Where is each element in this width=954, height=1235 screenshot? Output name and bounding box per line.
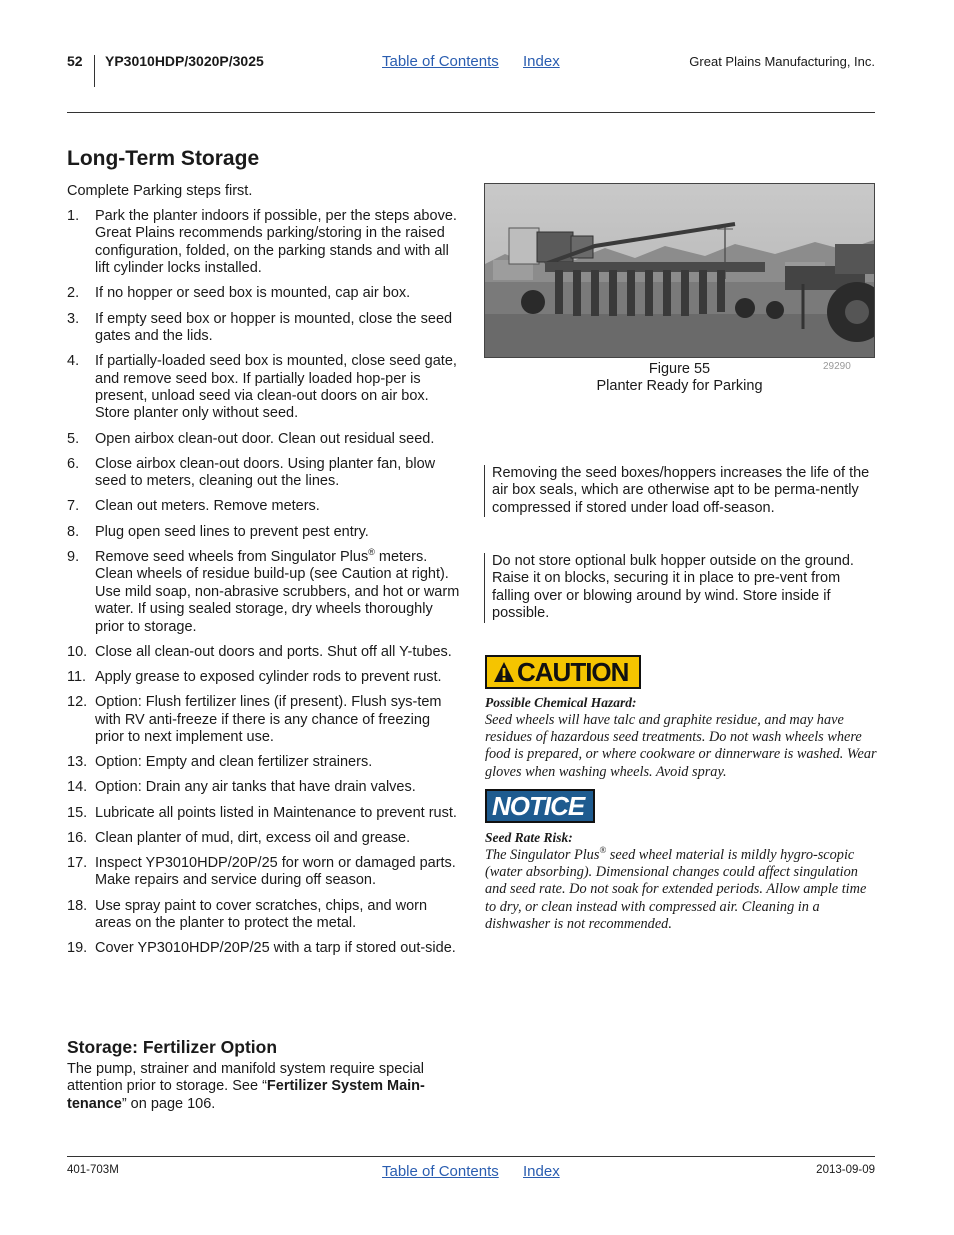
step-text: Apply grease to exposed cylinder rods to prevent rust. bbox=[95, 668, 442, 685]
index-link-header[interactable]: Index bbox=[523, 53, 560, 70]
step-text: Clean planter of mud, dirt, excess oil and grease. bbox=[95, 829, 411, 846]
intro-text: Complete Parking steps first. bbox=[67, 183, 253, 199]
step-item bbox=[67, 898, 462, 933]
step-number: 8. bbox=[67, 523, 80, 540]
step-item bbox=[67, 498, 462, 515]
step-number: 16. bbox=[67, 829, 88, 846]
step-text: Option: Drain any air tanks that have drain valves. bbox=[95, 779, 416, 796]
sidebar-note-seed-boxes: Removing the seed boxes/hoppers increases the life of the air box seals, which are otherwise apt to be perma-nently compressed if stored under load off-season. bbox=[484, 465, 882, 517]
step-item bbox=[67, 644, 462, 661]
step-text: Cover YP3010HDP/20P/25 with a tarp if stored out-side. bbox=[95, 940, 456, 957]
notice-title: Seed Rate Risk: bbox=[485, 830, 573, 845]
index-link-footer[interactable]: Index bbox=[523, 1163, 560, 1180]
header-divider bbox=[94, 55, 95, 87]
notice-body: The Singulator Plus® seed wheel material is mildly hygro-scopic (water absorbing). Dimensional changes could affect singulation and seed rate. Do not soak for extended periods. Allow ample time to dry, or clean instead with compressed air. Cleaning in a dishwasher is not recommended. bbox=[485, 845, 867, 932]
step-number: 6. bbox=[67, 455, 80, 472]
toc-link-footer[interactable]: Table of Contents bbox=[382, 1163, 499, 1180]
step-number: 17. bbox=[67, 854, 88, 871]
step-number: 18. bbox=[67, 897, 88, 914]
figure-label: Figure 55 bbox=[648, 361, 711, 377]
step-item bbox=[67, 524, 462, 541]
step-item bbox=[67, 311, 462, 346]
doc-number: 401-703M bbox=[67, 1164, 119, 1176]
section-title: Long-Term Storage bbox=[67, 147, 260, 170]
fertilizer-subtitle: Storage: Fertilizer Option bbox=[67, 1037, 278, 1057]
sidebar-note-bulk-hopper: Do not store optional bulk hopper outside on the ground. Raise it on blocks, securing it in place to pre-vent from falling over or blowing around by wind. Store inside if possible. bbox=[484, 553, 882, 623]
step-item bbox=[67, 830, 462, 847]
step-item bbox=[67, 353, 462, 423]
footer-rule bbox=[67, 1156, 875, 1157]
step-item: 9. Remove seed wheels from Singulator Plus® meters. Clean wheels of residue build-up (see Caution at right). Use mild soap, non-abrasive scrubbers, and hot or warm water. If using sealed storage, dry wheels thoroughly prior to storage. bbox=[67, 547, 460, 635]
planter-photo bbox=[484, 183, 875, 358]
toc-link-header[interactable]: Table of Contents bbox=[382, 53, 499, 70]
step-item bbox=[67, 456, 462, 491]
storage-steps-list bbox=[67, 208, 462, 965]
step-number: 15. bbox=[67, 804, 88, 821]
page-number: 52 bbox=[67, 53, 83, 69]
fertilizer-xref: Fertilizer System Main-tenance bbox=[67, 1078, 425, 1112]
planter-illustration bbox=[485, 184, 874, 357]
step-text: Option: Flush fertilizer lines (if present). Flush sys-tem with RV anti-freeze if there is any chance of freezing prior to next implement use. bbox=[95, 694, 442, 745]
step-item bbox=[67, 431, 462, 448]
step-text: Plug open seed lines to prevent pest entry. bbox=[95, 523, 369, 540]
step-text: Close airbox clean-out doors. Using planter fan, blow seed to meters, cleaning out the lines. bbox=[95, 455, 436, 490]
document-date: 2013-09-09 bbox=[816, 1164, 875, 1176]
step-text: Open airbox clean-out door. Clean out residual seed. bbox=[95, 430, 435, 447]
step-text: Clean out meters. Remove meters. bbox=[95, 498, 320, 515]
warning-triangle-icon bbox=[493, 661, 515, 683]
step-text: Close all clean-out doors and ports. Shut off all Y-tubes. bbox=[95, 643, 452, 660]
step-number: 14. bbox=[67, 779, 88, 796]
step-item bbox=[67, 805, 462, 822]
figure-caption-block bbox=[484, 361, 875, 396]
figure-code: 29290 bbox=[823, 361, 851, 372]
step-item bbox=[67, 208, 462, 278]
step-number: 9. bbox=[67, 548, 80, 565]
caution-label: CAUTION bbox=[517, 657, 629, 687]
caution-title: Possible Chemical Hazard: bbox=[485, 695, 637, 710]
step-number: 12. bbox=[67, 694, 88, 711]
step-number: 1. bbox=[67, 208, 80, 224]
step-text: Inspect YP3010HDP/20P/25 for worn or damaged parts. Make repairs and service during off season. bbox=[95, 854, 456, 889]
step-text: Park the planter indoors if possible, per the steps above. Great Plains recommends parking/storing in the raised configuration, folded, on the parking stands and with all lift cylinder locks installed. bbox=[95, 208, 457, 277]
company-name: Great Plains Manufacturing, Inc. bbox=[689, 54, 875, 69]
step-item bbox=[67, 754, 462, 771]
step-item bbox=[67, 285, 462, 302]
notice-badge bbox=[485, 789, 595, 823]
notice-label: NOTICE bbox=[492, 791, 585, 821]
step-number: 7. bbox=[67, 498, 80, 515]
caution-badge bbox=[485, 655, 641, 689]
header-rule bbox=[67, 112, 875, 113]
step-item bbox=[67, 855, 462, 890]
step-number: 11. bbox=[67, 668, 87, 685]
step-text: If partially-loaded seed box is mounted, close seed gate, and remove seed box. If partially loaded hop-per is present, unload seed via clean-out doors on air box. Store planter only without seed. bbox=[95, 353, 457, 422]
step-item bbox=[67, 779, 462, 796]
step-number: 13. bbox=[67, 754, 88, 771]
step-number: 19. bbox=[67, 940, 88, 957]
step-text: If empty seed box or hopper is mounted, close the seed gates and the lids. bbox=[95, 310, 453, 345]
step-text: Use spray paint to cover scratches, chips, and worn areas on the planter to protect the metal. bbox=[95, 897, 428, 931]
step-text: If no hopper or seed box is mounted, cap air box. bbox=[95, 285, 411, 302]
fertilizer-text: The pump, strainer and manifold system require special attention prior to storage. See “Fertilizer System Main-tenance” on page 106. bbox=[67, 1061, 425, 1112]
step-number: 4. bbox=[67, 353, 80, 370]
figure-caption: Planter Ready for Parking bbox=[596, 378, 763, 395]
step-text: Lubricate all points listed in Maintenance to prevent rust. bbox=[95, 804, 457, 821]
step-number: 2. bbox=[67, 285, 80, 302]
model-title: YP3010HDP/3020P/3025 bbox=[105, 53, 264, 69]
caution-body: Seed wheels will have talc and graphite residue, and may have residues of hazardous seed treatments. Do not wash wheels where food is prepared, or where cookware or dinnerware is washed. Wear gloves when washing wheels. Avoid spray. bbox=[485, 712, 877, 780]
step-number: 3. bbox=[67, 310, 80, 327]
step-item bbox=[67, 940, 462, 957]
step-item bbox=[67, 669, 462, 686]
step-item bbox=[67, 694, 462, 746]
step-number: 5. bbox=[67, 430, 80, 447]
step-number: 10. bbox=[67, 643, 88, 660]
step-text: Option: Empty and clean fertilizer strainers. bbox=[95, 754, 373, 771]
